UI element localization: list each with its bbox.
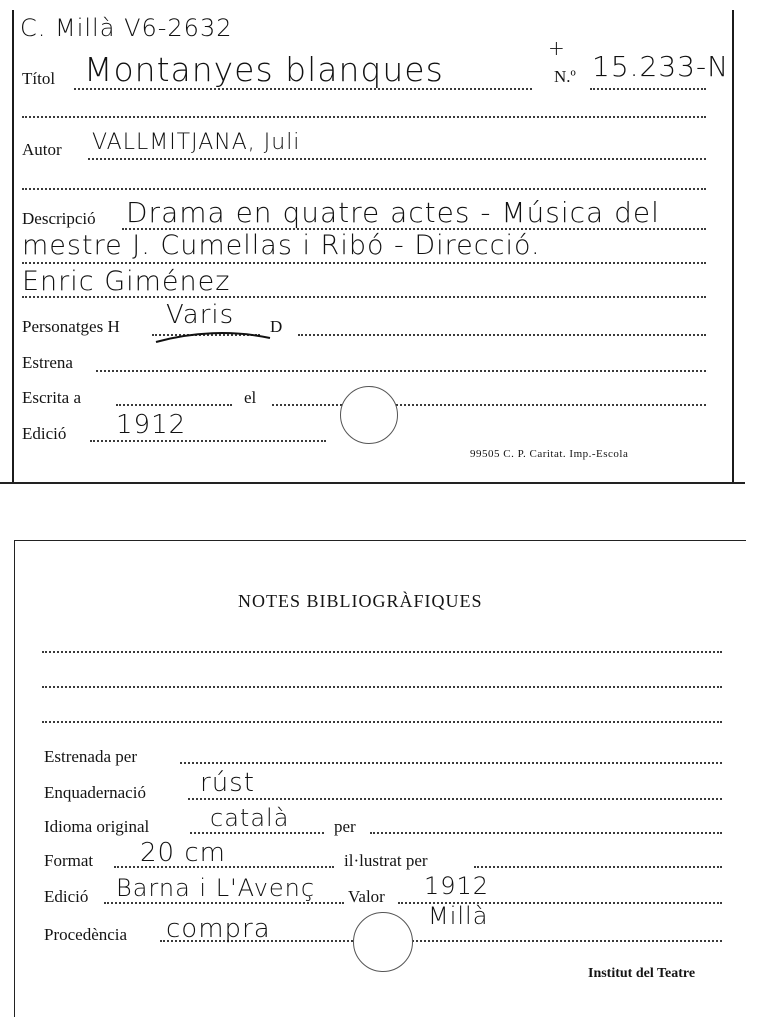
notes-line — [42, 651, 722, 653]
procedencia-rest-line — [412, 940, 722, 942]
idioma-label: Idioma original — [44, 817, 150, 836]
el-line — [272, 404, 706, 406]
personatges-d-line — [298, 334, 706, 336]
escrita-line — [116, 404, 232, 406]
descripcio-text-3: Enric Giménez — [22, 266, 231, 297]
procedencia-label: Procedència — [44, 925, 128, 944]
format-value: 20 cm — [140, 838, 226, 868]
notes-line — [42, 686, 722, 688]
printer-imprint: 99505 C. P. Caritat. Imp.-Escola — [470, 448, 629, 460]
personatges-label: Personatges H — [22, 317, 120, 336]
illustrat-line — [474, 866, 722, 868]
edicio-value: 1912 — [116, 410, 187, 440]
notes-line — [42, 721, 722, 723]
estrena-line — [96, 370, 706, 372]
num-mark: + — [548, 36, 566, 60]
estrenada-label: Estrenada per — [44, 747, 137, 766]
procedencia-note: Millà — [428, 902, 489, 930]
el-label: el — [244, 388, 257, 407]
personatges-value: Varis — [166, 300, 235, 330]
punch-hole — [353, 912, 413, 972]
descripcio-text-1: Drama en quatre actes - Música del — [126, 196, 660, 229]
idioma-line — [190, 832, 324, 834]
idioma-per-line — [370, 832, 722, 834]
underline-stroke — [152, 328, 276, 348]
num-line — [590, 88, 706, 90]
titol-value: Montanyes blanques — [84, 50, 444, 89]
descripcio-text-2: mestre J. Cumellas i Ribó - Direcció. — [22, 230, 541, 261]
estrenada-line — [180, 762, 722, 764]
institut-stamp: Institut del Teatre — [588, 966, 696, 981]
valor-label: Valor — [348, 887, 385, 906]
descripcio-line-2 — [22, 262, 706, 264]
header-note: C. Millà V6-2632 — [20, 14, 233, 42]
autor-line — [88, 158, 706, 160]
edicio2-label: Edició — [44, 887, 89, 906]
titol-label: Títol — [22, 69, 56, 88]
notes-heading: NOTES BIBLIOGRÀFIQUES — [238, 591, 483, 611]
autor-label: Autor — [22, 140, 62, 159]
enquadernacio-line — [188, 798, 722, 800]
descripcio-label: Descripció — [22, 209, 96, 228]
rule-line — [22, 188, 706, 190]
edicio2-value: Barna i L'Avenç — [116, 874, 316, 902]
idioma-per-label: per — [334, 817, 356, 836]
num-label: N.º — [554, 67, 576, 86]
punch-hole — [340, 386, 398, 444]
valor-value: 1912 — [424, 872, 490, 900]
format-label: Format — [44, 851, 94, 870]
enquadernacio-value: rúst — [200, 768, 255, 798]
card-front-bottom-edge — [0, 482, 745, 484]
procedencia-value: compra — [166, 914, 271, 944]
escrita-label: Escrita a — [22, 388, 81, 407]
illustrat-label: il·lustrat per — [344, 851, 428, 870]
autor-value: VALLMITJANA, Juli — [92, 130, 301, 155]
idioma-value: català — [210, 804, 290, 832]
edicio-line — [90, 440, 326, 442]
enquadernacio-label: Enquadernació — [44, 783, 146, 802]
personatges-d-label: D — [270, 317, 283, 336]
edicio-label: Edició — [22, 424, 67, 443]
num-value: 15.233-N — [592, 50, 730, 83]
estrena-label: Estrena — [22, 353, 73, 372]
edicio2-line — [104, 902, 344, 904]
rule-line — [22, 116, 706, 118]
